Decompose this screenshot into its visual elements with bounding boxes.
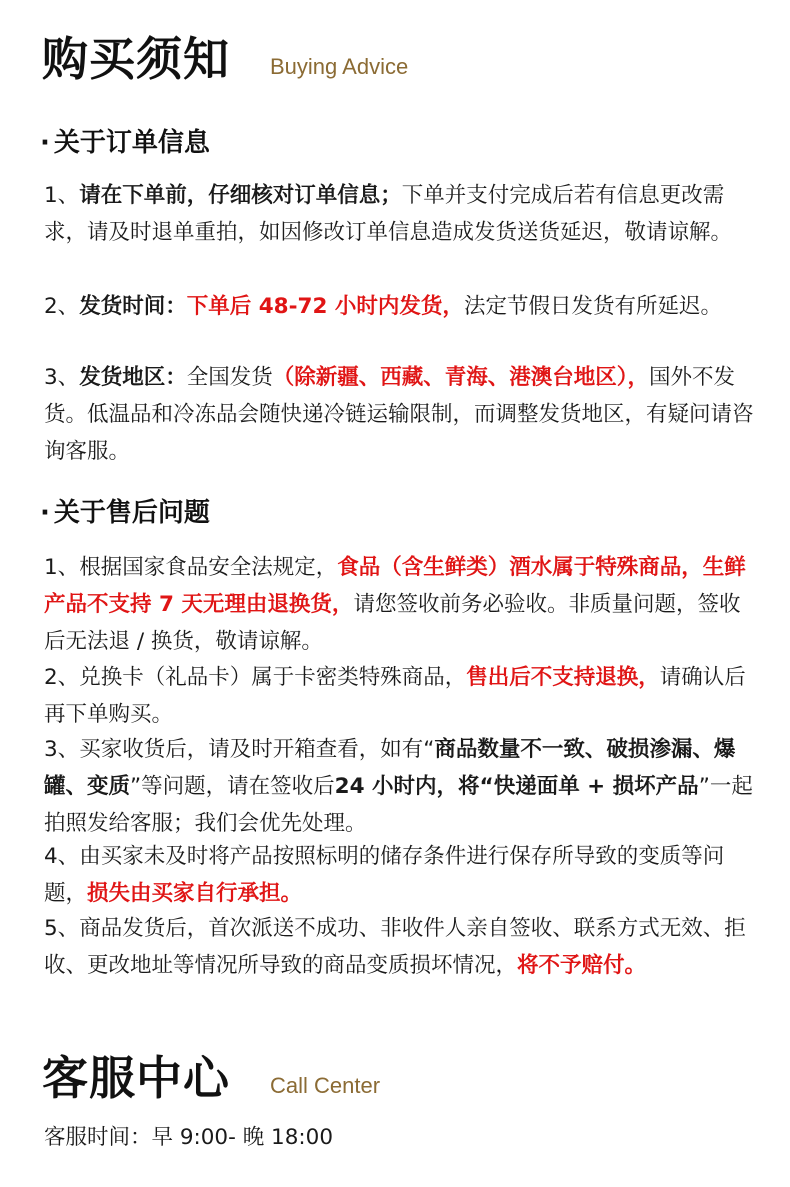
item-text: 商品发货后，首次派送不成功、非收件人亲自签收、联系方式无效、拒收、更改地址等情况所导致的商品变质损坏情况，: [44, 916, 746, 978]
aftersale-item-4: [44, 838, 754, 912]
item-text: 请您签收前务必验收。非质量问题，签收后无法退 / 换货，敬请谅解。: [44, 592, 741, 654]
item-number: 2、: [44, 665, 80, 690]
buying-advice-header: [42, 32, 409, 86]
item-text: ”等问题，请在签收后: [130, 774, 335, 799]
bold-text: 商品数量不一致、破损渗漏、爆罐、变质: [44, 737, 736, 799]
item-text: 全国发货: [186, 365, 273, 390]
item-number: 3、: [44, 365, 80, 390]
item-text: ”一起拍照发给客服；我们会优先处理。: [44, 774, 753, 836]
order-item-3: [44, 359, 754, 470]
bold-text: 发货地区：: [79, 365, 187, 390]
item-text: 根据国家食品安全法规定，: [79, 555, 338, 580]
item-number: 1、: [44, 555, 80, 580]
highlight-text: 售出后不支持退换，: [466, 665, 660, 690]
bullet-dot: ·: [40, 128, 50, 158]
order-item-2: [44, 288, 754, 325]
item-number: 3、: [44, 737, 80, 762]
highlight-text: 下单后 48-72 小时内发货，: [186, 294, 464, 319]
buying-advice-subtitle: Buying Advice: [270, 54, 409, 79]
order-item-1: [44, 177, 754, 251]
item-number: 4、: [44, 844, 80, 869]
bold-text: 发货时间：: [79, 294, 187, 319]
item-text: 下单并支付完成后若有信息更改需求，请及时退单重拍，如因修改订单信息造成发货送货延迟，敬请谅解。: [44, 183, 733, 245]
call-center-title: 客服中心: [42, 1051, 230, 1105]
highlight-text: 食品（含生鲜类）酒水属于特殊商品，生鲜产品不支持 7 天无理由退换货，: [44, 555, 746, 617]
highlight-text: （除新疆、西藏、青海、港澳台地区），: [272, 365, 649, 390]
item-text: 买家收货后，请及时开箱查看，如有“: [79, 737, 435, 762]
buying-advice-title: 购买须知: [42, 32, 230, 86]
aftersale-item-3: [44, 731, 754, 842]
aftersale-item-5: [44, 910, 754, 984]
aftersale-section-title: 关于售后问题: [53, 498, 210, 528]
highlight-text: 将不予赔付。: [517, 953, 647, 978]
item-text: 兑换卡（礼品卡）属于卡密类特殊商品，: [79, 665, 467, 690]
service-hours: 客服时间：早 9:00- 晚 18:00: [44, 1125, 334, 1150]
item-text: 法定节假日发货有所延迟。: [463, 294, 722, 319]
bullet-dot: ·: [40, 498, 50, 528]
item-text: 国外不发货。低温品和冷冻品会随快递冷链运输限制，而调整发货地区，有疑问请咨询客服。: [44, 365, 754, 464]
order-section-title: 关于订单信息: [53, 128, 210, 158]
bold-text: 24 小时内，将“快递面单 + 损坏产品: [334, 774, 699, 799]
item-text: 由买家未及时将产品按照标明的储存条件进行保存所导致的变质等问题，: [44, 844, 725, 906]
bold-text: 请在下单前，仔细核对订单信息；: [79, 183, 402, 208]
item-number: 1、: [44, 183, 80, 208]
item-number: 2、: [44, 294, 80, 319]
aftersale-item-2: [44, 659, 754, 733]
highlight-text: 损失由买家自行承担。: [87, 881, 303, 906]
call-center-subtitle: Call Center: [270, 1073, 381, 1098]
item-text: 请确认后再下单购买。: [44, 665, 746, 727]
aftersale-section-heading: [40, 500, 210, 526]
order-section-heading: [40, 130, 210, 156]
call-center-header: [42, 1051, 381, 1105]
item-number: 5、: [44, 916, 80, 941]
aftersale-item-1: [44, 549, 754, 660]
